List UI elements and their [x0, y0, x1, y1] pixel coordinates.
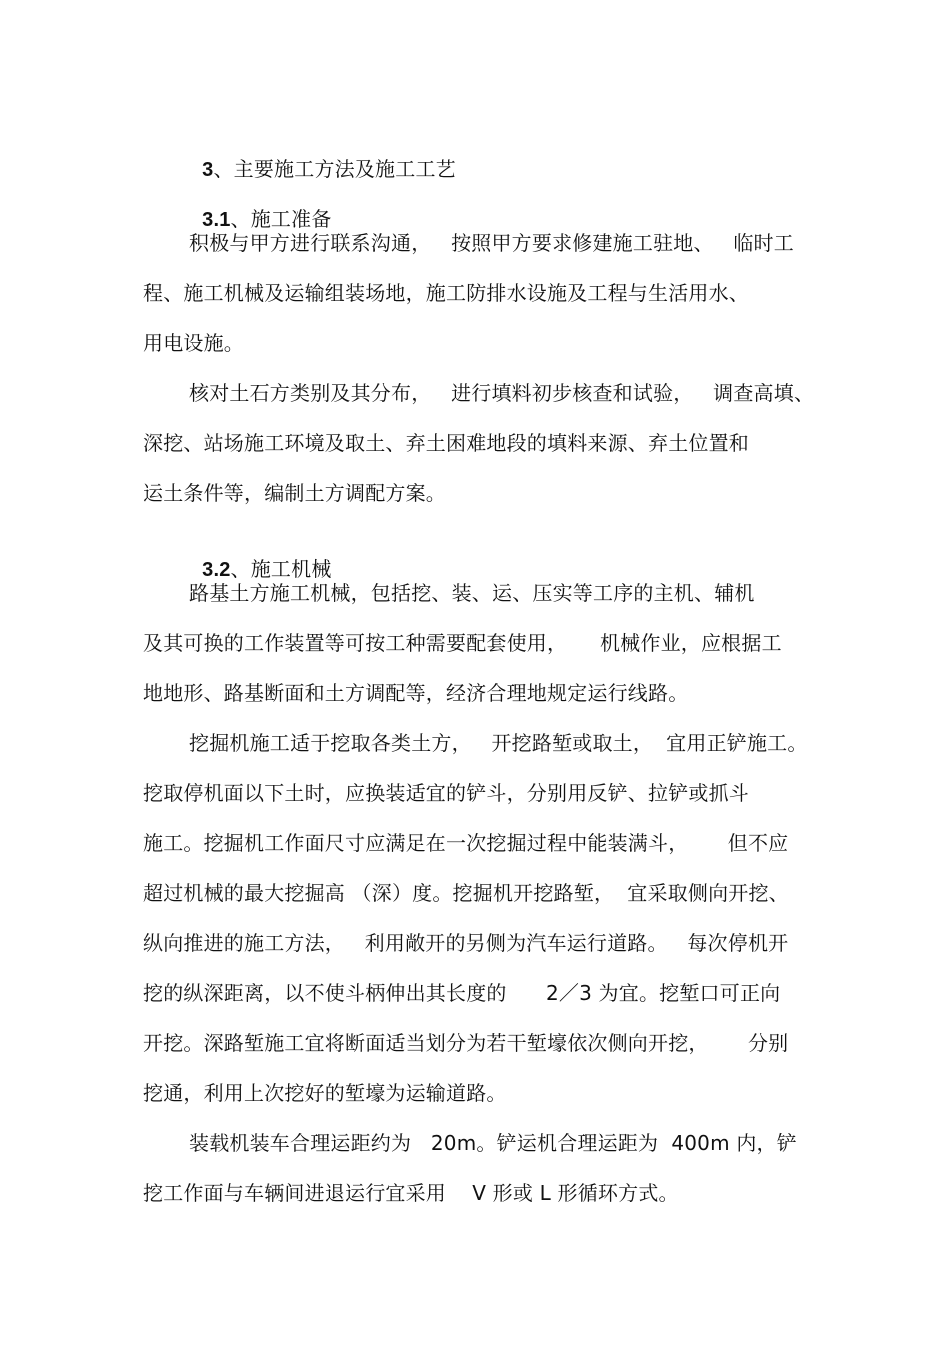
paragraph-line: 开挖。深路堑施工宜将断面适当划分为若干堑壕依次侧向开挖， 分别 [143, 1031, 789, 1055]
section-title: 、施工机械 [230, 557, 332, 581]
section-title: 、主要施工方法及施工工艺 [213, 157, 456, 181]
paragraph-line: 核对土石方类别及其分布， 进行填料初步核查和试验， 调查高填、 [189, 381, 815, 405]
paragraph-line: 纵向推进的施工方法， 利用敞开的另侧为汽车运行道路。 每次停机开 [143, 931, 789, 955]
section-number: 3.2 [202, 559, 231, 581]
paragraph-line: 用电设施。 [143, 331, 244, 355]
paragraph-line: 运土条件等，编制土方调配方案。 [143, 481, 446, 505]
section-number: 3 [202, 159, 214, 181]
paragraph-line: 装载机装车合理运距约为 20m。铲运机合理运距为 400m 内，铲 [189, 1131, 797, 1155]
paragraph-line: 积极与甲方进行联系沟通， 按照甲方要求修建施工驻地、 临时工 [189, 231, 794, 255]
paragraph-line: 及其可换的工作装置等可按工种需要配套使用， 机械作业，应根据工 [143, 631, 782, 655]
paragraph-line: 路基土方施工机械，包括挖、装、运、压实等工序的主机、辅机 [189, 581, 755, 605]
paragraph-line: 挖取停机面以下土时，应换装适宜的铲斗，分别用反铲、拉铲或抓斗 [143, 781, 749, 805]
paragraph-line: 程、施工机械及运输组装场地，施工防排水设施及工程与生活用水、 [143, 281, 749, 305]
section-heading-3 [189, 130, 456, 183]
paragraph-line: 地地形、路基断面和土方调配等，经济合理地规定运行线路。 [143, 681, 689, 705]
section-title: 、施工准备 [230, 207, 332, 231]
paragraph-line: 施工。挖掘机工作面尺寸应满足在一次挖掘过程中能装满斗， 但不应 [143, 831, 789, 855]
paragraph-line: 挖的纵深距离，以不使斗柄伸出其长度的 2／3 为宜。挖堑口可正向 [143, 981, 781, 1005]
paragraph-line: 挖工作面与车辆间进退运行宜采用 V 形或 L 形循环方式。 [143, 1181, 679, 1205]
paragraph-line: 深挖、站场施工环境及取土、弃土困难地段的填料来源、弃土位置和 [143, 431, 749, 455]
paragraph-line: 超过机械的最大挖掘高 （深）度。挖掘机开挖路堑， 宜采取侧向开挖、 [143, 881, 789, 905]
section-heading-3-1 [189, 180, 332, 233]
section-number: 3.1 [202, 209, 231, 231]
paragraph-line: 挖通，利用上次挖好的堑壕为运输道路。 [143, 1081, 507, 1105]
section-heading-3-2 [189, 530, 332, 583]
paragraph-line: 挖掘机施工适于挖取各类土方， 开挖路堑或取土， 宜用正铲施工。 [189, 731, 808, 755]
